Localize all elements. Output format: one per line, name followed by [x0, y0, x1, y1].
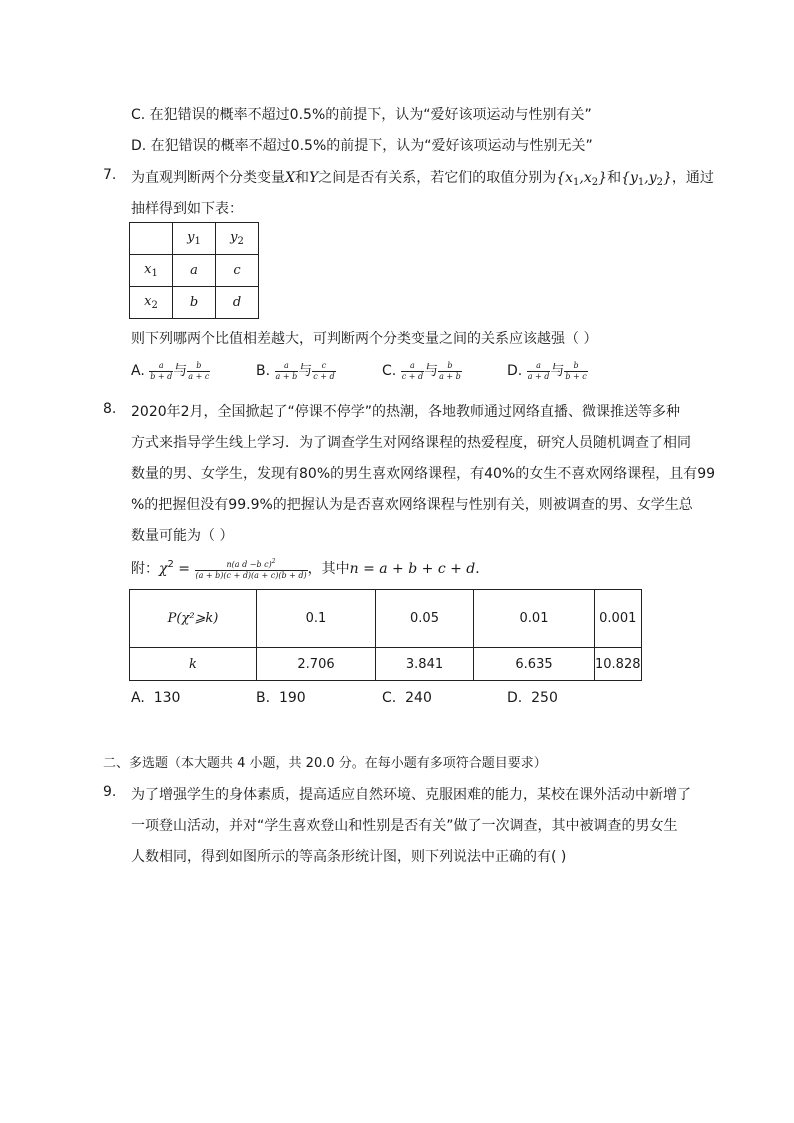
q9-number: 9.	[103, 784, 117, 800]
q7-question: 则下列哪两个比值相差越大，可判断两个分类变量之间的关系应该越强（ ）	[131, 331, 598, 347]
table-cell: $y_2$	[216, 223, 259, 255]
table-cell: 0.001	[595, 590, 642, 648]
q8-number: 8.	[103, 401, 117, 417]
table-cell: 0.1	[257, 590, 376, 648]
table-cell: $x_1$	[130, 255, 173, 287]
q8-line4: %的把握但没有99.9%的把握认为是否喜欢网络课程与性别有关，则被调查的男、女学生总	[131, 497, 693, 513]
q7-option-a: A. $\frac{a}{b + d}$ 与 $\frac{b}{a + c}$	[131, 360, 210, 381]
table-row	[130, 590, 642, 648]
table-cell: k	[130, 648, 257, 681]
table-row	[130, 648, 642, 681]
section-heading: 二、多选题（本大题共 4 小题，共 20.0 分。在每小题有多项符合题目要求）	[103, 756, 547, 771]
q8-critical-value-table	[129, 589, 642, 681]
q9-line2: 一项登山活动，并对“学生喜欢登山和性别是否有关”做了一次调查，其中被调查的男女生	[131, 818, 678, 834]
q7-stem-line2: 抽样得到如下表：	[131, 201, 243, 217]
table-row	[130, 223, 259, 255]
table-row	[130, 287, 259, 319]
q6-option-d: D. 在犯错误的概率不超过0.5%的前提下，认为“爱好该项运动与性别无关”	[131, 138, 593, 154]
q7-option-d: D. $\frac{a}{a + d}$ 与 $\frac{b}{b + c}$	[507, 360, 587, 381]
q7-option-b: B. $\frac{a}{a + b}$ 与 $\frac{c}{c + d}$	[256, 360, 335, 381]
table-cell: 10.828	[595, 648, 642, 681]
q7-option-c: C. $\frac{a}{c + d}$ 与 $\frac{b}{a + b}$	[382, 360, 461, 381]
q7-contingency-table	[129, 222, 259, 319]
q8-line5: 数量可能为（ ）	[131, 528, 234, 544]
table-cell: a	[173, 255, 216, 287]
q8-line3: 数量的男、女学生，发现有80%的男生喜欢网络课程，有40%的女生不喜欢网络课程，且有99	[131, 466, 716, 482]
q8-line2: 方式来指导学生线上学习．为了调查学生对网络课程的热爱程度，研究人员随机调查了相同	[131, 435, 691, 451]
table-cell: $y_1$	[173, 223, 216, 255]
table-cell: b	[173, 287, 216, 319]
table-cell: c	[216, 255, 259, 287]
q8-line1: 2020年2月，全国掀起了“停课不停学”的热潮，各地教师通过网络直播、微课推送等多种	[131, 404, 681, 420]
q7-stem-line1: 为直观判断两个分类变量X和Y之间是否有关系，若它们的取值分别为$\{x_1,x_2\}$和$\{y_1,y_2\}$，通过	[131, 170, 714, 188]
table-cell: 3.841	[376, 648, 474, 681]
q9-line3: 人数相同，得到如图所示的等高条形统计图，则下列说法中正确的有( )	[131, 849, 567, 865]
q7-number: 7.	[103, 167, 117, 183]
q9-line1: 为了增强学生的身体素质，提高适应自然环境、克服困难的能力，某校在课外活动中新增了	[131, 787, 691, 803]
q8-option-a: A. 130	[131, 690, 181, 706]
q8-option-d: D. 250	[507, 690, 558, 706]
q8-appendix-formula: 附：$\chi^2$ = $\frac{n(a d -b c)^2}{(a + b)(c + d)(a + c)(b + d)}$ ，其中n = a + b + c + d．	[131, 558, 490, 580]
table-cell: 6.635	[474, 648, 595, 681]
q8-option-b: B. 190	[256, 690, 306, 706]
table-cell: d	[216, 287, 259, 319]
q8-option-c: C. 240	[382, 690, 432, 706]
table-cell	[130, 223, 173, 255]
table-cell: P(χ²⩾k)	[130, 590, 257, 648]
table-cell: 2.706	[257, 648, 376, 681]
q6-option-c: C. 在犯错误的概率不超过0.5%的前提下，认为“爱好该项运动与性别有关”	[131, 107, 592, 123]
table-cell: 0.05	[376, 590, 474, 648]
table-row	[130, 255, 259, 287]
table-cell: 0.01	[474, 590, 595, 648]
table-cell: $x_2$	[130, 287, 173, 319]
